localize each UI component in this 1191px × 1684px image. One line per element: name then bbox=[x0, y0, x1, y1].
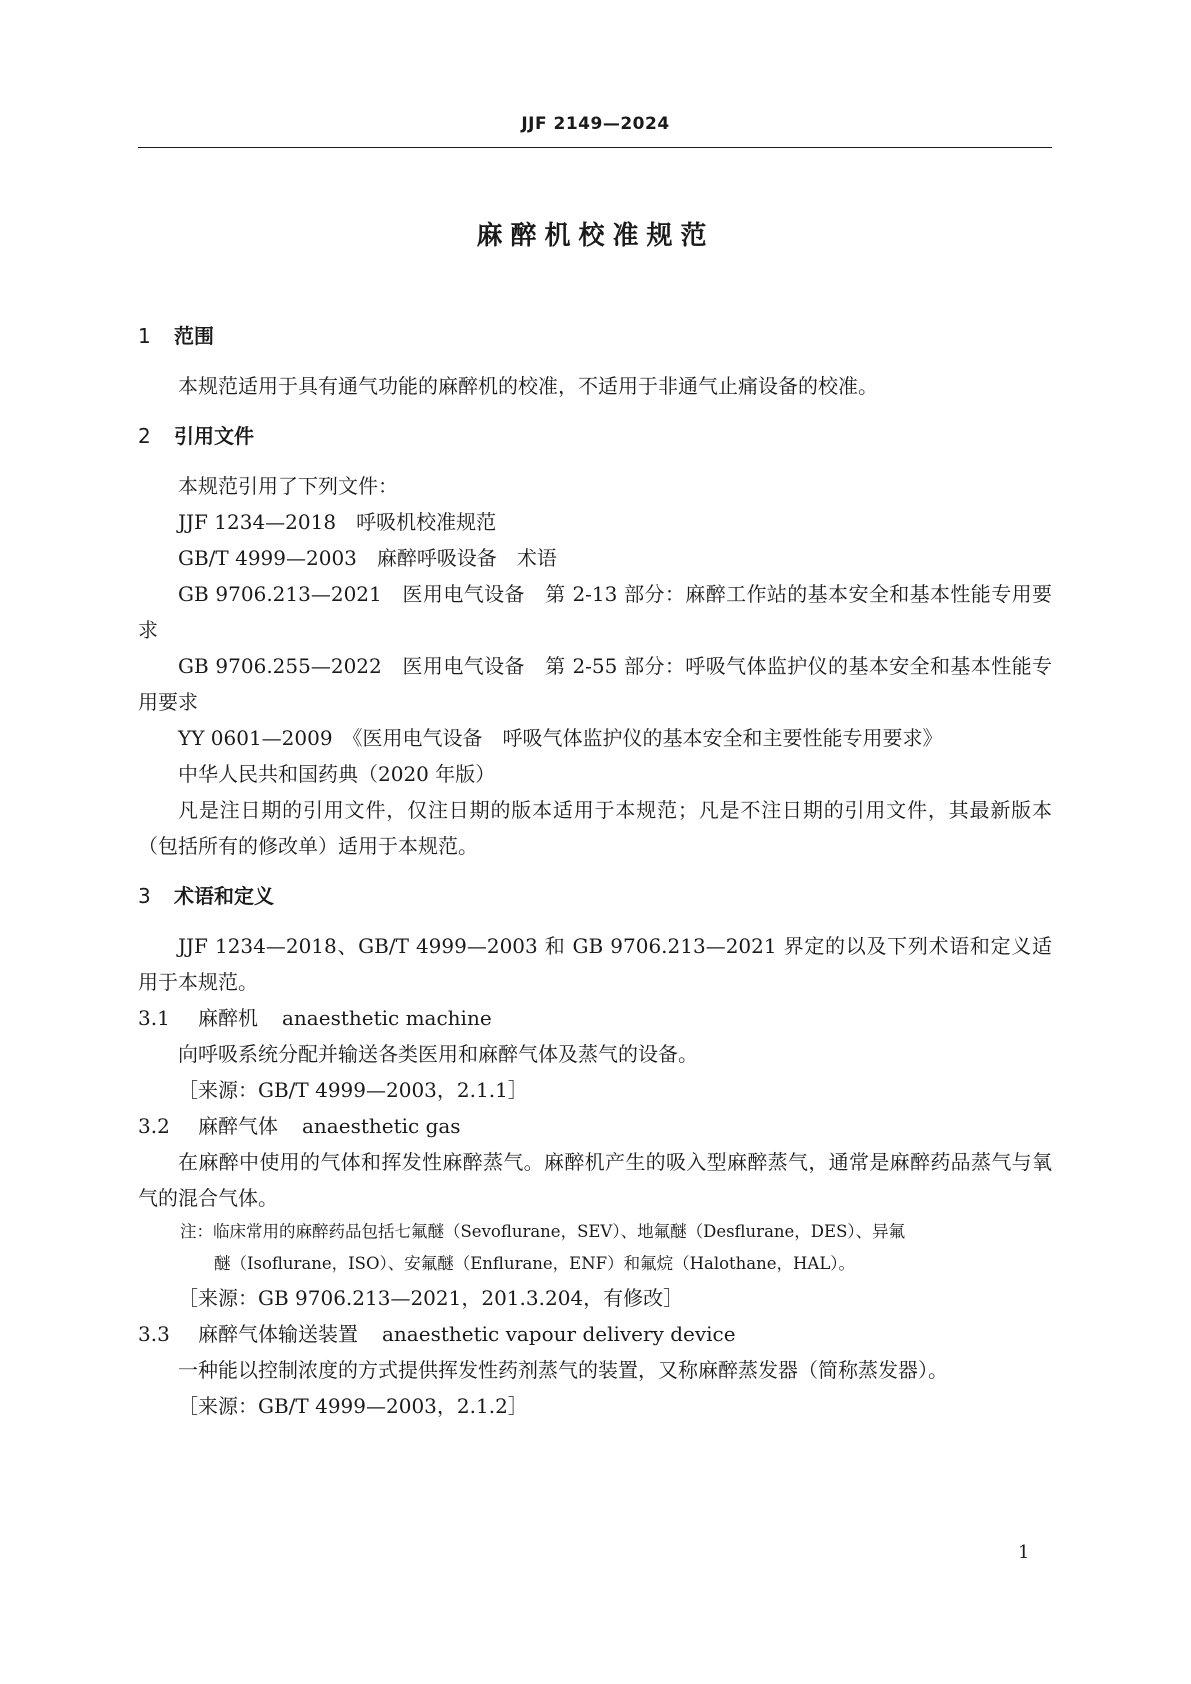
section-heading-scope bbox=[138, 318, 1052, 354]
term-number: 3.3 bbox=[138, 1322, 170, 1346]
header-rule bbox=[138, 147, 1052, 148]
note-line-2: 醚（Isoflurane，ISO）、安氟醚（Enflurane，ENF）和氟烷（Halothane，HAL）。 bbox=[214, 1254, 856, 1273]
term-number: 3.2 bbox=[138, 1114, 170, 1138]
section-title: 范围 bbox=[174, 324, 214, 348]
term-entry-heading bbox=[138, 1108, 1052, 1144]
page-number: 1 bbox=[1018, 1542, 1030, 1563]
scope-paragraph: 本规范适用于具有通气功能的麻醉机的校准，不适用于非通气止痛设备的校准。 bbox=[178, 374, 878, 398]
section-heading-terms bbox=[138, 878, 1052, 914]
section-number: 2 bbox=[138, 424, 151, 448]
reference-item: YY 0601—2009 《医用电气设备 呼吸气体监护仪的基本安全和主要性能专用要求》 bbox=[178, 726, 943, 750]
reference-item: JJF 1234—2018 呼吸机校准规范 bbox=[178, 510, 497, 534]
section-number: 3 bbox=[138, 884, 151, 908]
term-english: anaesthetic gas bbox=[302, 1114, 461, 1138]
term-source: ［来源：GB 9706.213—2021，201.3.204，有修改］ bbox=[178, 1286, 684, 1310]
term-definition: 在麻醉中使用的气体和挥发性麻醉蒸气。麻醉机产生的吸入型麻醉蒸气，通常是麻醉药品蒸气与氧气的混合气体。 bbox=[138, 1150, 1052, 1210]
reference-item: GB 9706.255—2022 医用电气设备 第 2-55 部分：呼吸气体监护仪的基本安全和基本性能专用要求 bbox=[138, 654, 1052, 714]
document-title: 麻醉机校准规范 bbox=[476, 221, 715, 251]
term-definition: 向呼吸系统分配并输送各类医用和麻醉气体及蒸气的设备。 bbox=[178, 1042, 698, 1066]
section-title: 引用文件 bbox=[174, 424, 254, 448]
reference-item: GB/T 4999—2003 麻醉呼吸设备 术语 bbox=[178, 546, 557, 570]
reference-item: 中华人民共和国药典（2020 年版） bbox=[178, 762, 496, 786]
term-note bbox=[138, 1216, 1052, 1280]
term-chinese: 麻醉气体输送装置 bbox=[198, 1322, 358, 1346]
term-chinese: 麻醉气体 bbox=[198, 1114, 278, 1138]
term-number: 3.1 bbox=[138, 1006, 170, 1030]
reference-item: GB 9706.213—2021 医用电气设备 第 2-13 部分：麻醉工作站的基本安全和基本性能专用要求 bbox=[138, 582, 1052, 642]
term-chinese: 麻醉机 bbox=[198, 1006, 258, 1030]
term-definition: 一种能以控制浓度的方式提供挥发性药剂蒸气的装置，又称麻醉蒸发器（简称蒸发器）。 bbox=[178, 1358, 948, 1382]
terms-intro: JJF 1234—2018、GB/T 4999—2003 和 GB 9706.213—2021 界定的以及下列术语和定义适用于本规范。 bbox=[138, 934, 1052, 994]
term-source: ［来源：GB/T 4999—2003，2.1.1］ bbox=[178, 1078, 528, 1102]
section-number: 1 bbox=[138, 324, 151, 348]
term-entry-heading bbox=[138, 1000, 1052, 1036]
note-line-1: 注：临床常用的麻醉药品包括七氟醚（Sevoflurane，SEV）、地氟醚（Desflurane，DES）、异氟 bbox=[180, 1222, 906, 1241]
references-intro: 本规范引用了下列文件： bbox=[178, 474, 398, 498]
section-heading-references bbox=[138, 418, 1052, 454]
term-english: anaesthetic machine bbox=[282, 1006, 492, 1030]
term-english: anaesthetic vapour delivery device bbox=[382, 1322, 736, 1346]
term-entry-heading bbox=[138, 1316, 1052, 1352]
document-body bbox=[138, 318, 1052, 1424]
standard-code-header: JJF 2149—2024 bbox=[521, 114, 670, 134]
references-closing: 凡是注日期的引用文件，仅注日期的版本适用于本规范；凡是不注日期的引用文件，其最新版本（包括所有的修改单）适用于本规范。 bbox=[138, 798, 1052, 858]
term-source: ［来源：GB/T 4999—2003，2.1.2］ bbox=[178, 1394, 528, 1418]
section-title: 术语和定义 bbox=[174, 884, 274, 908]
